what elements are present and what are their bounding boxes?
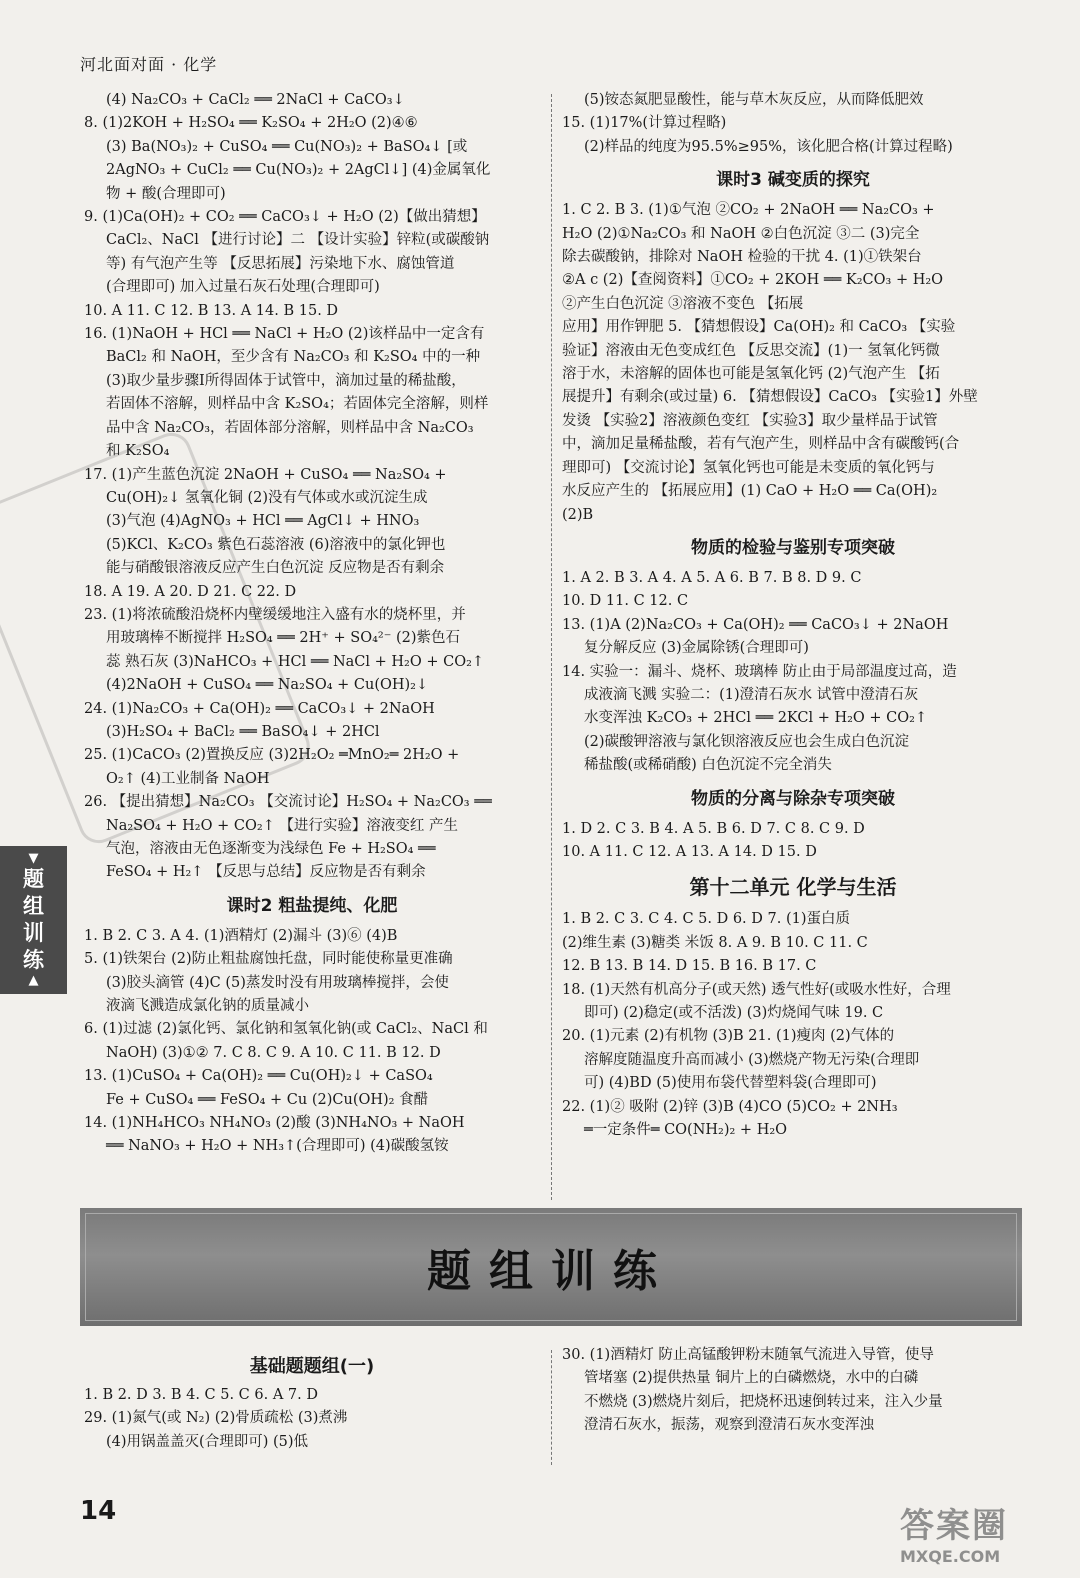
answer-line: (2)B: [562, 506, 594, 523]
answer-line: 10. D 11. C 12. C: [562, 593, 689, 610]
answer-line: (2)碳酸钾溶液与氯化钡溶液反应也会生成白色沉淀: [584, 733, 910, 750]
answer-line: 能与硝酸银溶液反应产生白色沉淀 反应物是否有剩余: [106, 560, 445, 577]
answer-line: 理即可) 【交流讨论】氢氧化钙也可能是未变质的氧化钙与: [562, 459, 935, 476]
answer-line: 17. (1)产生蓝色沉淀 2NaOH + CuSO₄ ══ Na₂SO₄ +: [84, 466, 447, 483]
bottom-left-column: [84, 1350, 540, 1454]
answer-line: 溶解度随温度升高而减小 (3)燃烧产物无污染(合理即: [584, 1051, 920, 1068]
answer-line: FeSO₄ + H₂↑ 【反思与总结】反应物是否有剩余: [106, 864, 426, 881]
side-tab: [0, 846, 67, 994]
triangle-up-icon: ▲: [28, 973, 39, 988]
watermark: [900, 1498, 1070, 1570]
answer-line: ②产生白色沉淀 ③溶液不变色 【拓展: [562, 295, 804, 312]
answer-line: 6. (1)过滤 (2)氯化钙、氯化钠和氢氧化钠(或 CaCl₂、NaCl 和: [84, 1021, 488, 1038]
answer-line: 13. (1)A (2)Na₂CO₃ + Ca(OH)₂ ══ CaCO₃↓ + 2NaOH: [562, 616, 949, 633]
answer-line: (3)H₂SO₄ + BaCl₂ ══ BaSO₄↓ + 2HCl: [106, 723, 380, 740]
answer-line: 澄清石灰水，振荡，观察到澄清石灰水变浑浊: [584, 1417, 874, 1434]
answer-line: (4)用锅盖盖灭(合理即可) (5)低: [106, 1433, 309, 1450]
answer-line: 可) (4)BD (5)使用布袋代替塑料袋(合理即可): [584, 1075, 877, 1092]
bottom-left-answers: [84, 1384, 540, 1454]
answer-line: 稀盐酸(或稀硝酸) 白色沉淀不完全消失: [584, 757, 832, 774]
answer-line: 除去碳酸钠，排除对 NaOH 检验的干扰 4. (1)①铁架台: [562, 249, 922, 266]
answer-line: 14. 实验一：漏斗、烧杯、玻璃棒 防止由于局部温度过高，造: [562, 663, 957, 680]
answer-line: (合理即可) 加入过量石灰石处理(合理即可): [106, 279, 380, 296]
watermark-logo: 答案圈: [900, 1506, 1008, 1546]
answer-line: 18. A 19. A 20. D 21. C 22. D: [84, 583, 297, 600]
answer-line: 29. (1)氮气(或 N₂) (2)骨质疏松 (3)煮沸: [84, 1410, 348, 1427]
answer-line: ②A c (2)【查阅资料】①CO₂ + 2KOH ══ K₂CO₃ + H₂O: [562, 272, 944, 289]
answer-line: 1. B 2. C 3. A 4. (1)酒精灯 (2)漏斗 (3)⑥ (4)B: [84, 927, 398, 944]
answer-line: 10. A 11. C 12. B 13. A 14. B 15. D: [84, 302, 339, 319]
answer-line: 10. A 11. C 12. A 13. A 14. D 15. D: [562, 843, 817, 860]
answer-line: (3)胶头滴管 (4)C (5)蒸发时没有用玻璃棒搅拌，会使: [106, 974, 449, 991]
answer-line: 5. (1)铁架台 (2)防止粗盐腐蚀托盘，同时能使称量更准确: [84, 951, 453, 968]
answer-line: 不燃烧 (3)燃烧片刻后，把烧杯迅速倒转过来，注入少量: [584, 1393, 943, 1410]
answer-line: 20. (1)元素 (2)有机物 (3)B 21. (1)瘦肉 (2)气体的: [562, 1028, 895, 1045]
answer-line: 2AgNO₃ + CuCl₂ ══ Cu(NO₃)₂ + 2AgCl↓] (4)金属氧化: [106, 162, 491, 179]
right-top-answers: [562, 89, 1024, 159]
answer-line: Cu(OH)₂↓ 氢氧化铜 (2)没有气体或水或沉淀生成: [106, 489, 428, 506]
page-header: 河北面对面 · 化学: [80, 55, 218, 74]
answer-line: O₂↑ (4)工业制备 NaOH: [106, 770, 270, 787]
answer-line: Fe + CuSO₄ ══ FeSO₄ + Cu (2)Cu(OH)₂ 食醋: [106, 1091, 429, 1108]
answer-line: 26. 【提出猜想】Na₂CO₃ 【交流讨论】H₂SO₄ + Na₂CO₃ ══: [84, 794, 492, 811]
right-bottom-answers: [562, 908, 1024, 1142]
left-column: [84, 89, 540, 1159]
answer-line: 14. (1)NH₄HCO₃ NH₄NO₃ (2)酸 (3)NH₄NO₃ + NaOH: [84, 1115, 465, 1132]
section-title-basic-group: 基础题题组(一): [249, 1356, 375, 1377]
answer-line: 18. (1)天然有机高分子(或天然) 透气性好(或吸水性好，合理: [562, 981, 951, 998]
answer-line: 管堵塞 (2)提供热量 铜片上的白磷燃烧，水中的白磷: [584, 1370, 919, 1387]
bottom-right-answers: [562, 1344, 1024, 1438]
right-mid3-answers: [562, 818, 1024, 865]
answer-line: 和 K₂SO₄: [106, 443, 170, 460]
answer-line: 验证】溶液由无色变成红色 【反思交流】(1)一 氢氧化钙微: [562, 342, 940, 359]
answer-line: (3)取少量步骤Ⅰ所得固体于试管中，滴加过量的稀盐酸，: [106, 372, 466, 389]
answer-line: (4) Na₂CO₃ + CaCl₂ ══ 2NaCl + CaCO₃↓: [106, 92, 405, 108]
answer-line: 22. (1)② 吸附 (2)锌 (3)B (4)CO (5)CO₂ + 2NH₃: [562, 1098, 898, 1115]
column-divider: [551, 94, 552, 1200]
section-title-separation: 物质的分离与除杂专项突破: [691, 788, 895, 809]
answer-line: BaCl₂ 和 NaOH，至少含有 Na₂CO₃ 和 K₂SO₄ 中的一种: [106, 349, 481, 366]
section-banner: [80, 1208, 1022, 1326]
answer-line: 中，滴加足量稀盐酸，若有气泡产生，则样品中含有碳酸钙(合: [562, 436, 960, 453]
answer-line: 蕊 熟石灰 (3)NaHCO₃ + HCl ══ NaCl + H₂O + CO₂↑: [106, 653, 485, 670]
answer-line: 应用】用作钾肥 5. 【猜想假设】Ca(OH)₂ 和 CaCO₃ 【实验: [562, 319, 956, 336]
answer-line: 9. (1)Ca(OH)₂ + CO₂ ══ CaCO₃↓ + H₂O (2)【做出猜想】: [84, 209, 486, 226]
section-title-lesson3: 课时3 碱变质的探究: [716, 170, 870, 191]
banner-inner: [85, 1213, 1017, 1321]
answer-line: 液滴飞溅造成氯化钠的质量减小: [106, 998, 309, 1015]
right-mid-answers: [562, 199, 1024, 527]
answer-line: 用玻璃棒不断搅拌 H₂SO₄ ══ 2H⁺ + SO₄²⁻ (2)紫色石: [106, 630, 461, 647]
answer-line: 成液滴飞溅 实验二：(1)澄清石灰水 试管中澄清石灰: [584, 686, 919, 703]
triangle-down-icon: ▼: [28, 851, 39, 866]
answer-line: 1. B 2. D 3. B 4. C 5. C 6. A 7. D: [84, 1387, 318, 1403]
bottom-right-column: [562, 1344, 1024, 1438]
left-top-answers: [84, 89, 540, 885]
side-tab-char: 练: [23, 948, 44, 972]
answer-line: 若固体不溶解，则样品中含 K₂SO₄；若固体完全溶解，则样: [106, 396, 489, 413]
answer-line: 30. (1)酒精灯 防止高锰酸钾粉末随氧气流进入导管，使导: [562, 1347, 934, 1363]
answer-line: 13. (1)CuSO₄ + Ca(OH)₂ ══ Cu(OH)₂↓ + CaSO₄: [84, 1068, 433, 1085]
side-tab-char: 题: [23, 867, 44, 891]
answer-line: (2)维生素 (3)糖类 米饭 8. A 9. B 10. C 11. C: [562, 934, 868, 951]
section-title-unit12: 第十二单元 化学与生活: [689, 875, 897, 900]
answer-line: (5)铵态氮肥显酸性，能与草木灰反应，从而降低肥效: [584, 92, 924, 108]
answer-line: ══ NaNO₃ + H₂O + NH₃↑(合理即可) (4)碳酸氢铵: [106, 1138, 449, 1155]
answer-line: 复分解反应 (3)金属除锈(合理即可): [584, 640, 809, 657]
section-title-lesson2: 课时2 粗盐提纯、化肥: [226, 895, 398, 916]
answer-line: 气泡，溶液由无色逐渐变为浅绿色 Fe + H₂SO₄ ══: [106, 841, 436, 857]
answer-line: (3) Ba(NO₃)₂ + CuSO₄ ══ Cu(NO₃)₂ + BaSO₄↓ [或: [106, 138, 468, 155]
answer-line: CaCl₂、NaCl 【进行讨论】二 【设计实验】锌粒(或碳酸钠: [106, 232, 490, 249]
answer-line: 等) 有气泡产生等 【反思拓展】污染地下水、腐蚀管道: [106, 255, 455, 272]
column-divider-bottom: [551, 1350, 552, 1465]
answer-line: 品中含 Na₂CO₃，若固体部分溶解，则样品中含 Na₂CO₃: [106, 419, 474, 436]
answer-line: ═一定条件═ CO(NH₂)₂ + H₂O: [584, 1122, 788, 1139]
answer-line: NaOH) (3)①② 7. C 8. C 9. A 10. C 11. B 12. D: [106, 1044, 441, 1061]
answer-line: 23. (1)将浓硫酸沿烧杯内壁缓缓地注入盛有水的烧杯里，并: [84, 606, 466, 623]
answer-line: 24. (1)Na₂CO₃ + Ca(OH)₂ ══ CaCO₃↓ + 2NaOH: [84, 700, 435, 717]
answer-line: (2)样品的纯度为95.5%≥95%，该化肥合格(计算过程略): [584, 138, 953, 155]
right-mid2-answers: [562, 567, 1024, 778]
right-column: [562, 89, 1024, 1142]
side-tab-char: 训: [23, 921, 44, 945]
answer-line: 16. (1)NaOH + HCl ══ NaCl + H₂O (2)该样品中一定含有: [84, 326, 485, 343]
answer-line: 1. B 2. C 3. C 4. C 5. D 6. D 7. (1)蛋白质: [562, 911, 850, 928]
answer-line: 即可) (2)稳定(或不活泼) (3)灼烧闻气味 19. C: [584, 1005, 884, 1021]
page-number: 14: [80, 1496, 117, 1526]
answer-line: 1. D 2. C 3. B 4. A 5. B 6. D 7. C 8. C 9. D: [562, 820, 865, 837]
side-tab-char: 组: [23, 894, 44, 918]
answer-line: 1. A 2. B 3. A 4. A 5. A 6. B 7. B 8. D 9. C: [562, 569, 862, 586]
answer-line: 展提升】有剩余(或过量) 6. 【猜想假设】CaCO₃ 【实验1】外壁: [562, 389, 978, 406]
answer-line: 发烫 【实验2】溶液颜色变红 【实验3】取少量样品于试管: [562, 412, 938, 429]
answer-line: 水变浑浊 K₂CO₃ + 2HCl ══ 2KCl + H₂O + CO₂↑: [584, 710, 928, 727]
answer-line: H₂O (2)①Na₂CO₃ 和 NaOH ②白色沉淀 ③二 (3)完全: [562, 225, 920, 242]
banner-title: 题组训练: [427, 1246, 675, 1297]
answer-line: (4)2NaOH + CuSO₄ ══ Na₂SO₄ + Cu(OH)₂↓: [106, 677, 429, 694]
answer-line: 水反应产生的 【拓展应用】(1) CaO + H₂O ══ Ca(OH)₂: [562, 483, 938, 500]
watermark-url: MXQE.COM: [900, 1547, 1001, 1566]
answer-line: 1. C 2. B 3. (1)①气泡 ②CO₂ + 2NaOH ══ Na₂CO₃ +: [562, 202, 935, 219]
answer-line: 物 + 酸(合理即可): [106, 185, 226, 202]
left-bottom-answers: [84, 925, 540, 1159]
section-title-identification: 物质的检验与鉴别专项突破: [691, 537, 895, 558]
answer-line: 8. (1)2KOH + H₂SO₄ ══ K₂SO₄ + 2H₂O (2)④⑥: [84, 115, 418, 132]
answer-line: (5)KCl、K₂CO₃ 紫色石蕊溶液 (6)溶液中的氯化钾也: [106, 536, 446, 553]
answer-line: (3)气泡 (4)AgNO₃ + HCl ══ AgCl↓ + HNO₃: [106, 513, 420, 530]
answer-line: 溶于水，未溶解的固体也可能是氢氧化钙 (2)气泡产生 【拓: [562, 366, 940, 383]
answer-line: 12. B 13. B 14. D 15. B 16. B 17. C: [562, 958, 817, 975]
answer-line: Na₂SO₄ + H₂O + CO₂↑ 【进行实验】溶液变红 产生: [106, 817, 459, 834]
answer-line: 15. (1)17%(计算过程略): [562, 115, 727, 132]
answer-line: 25. (1)CaCO₃ (2)置换反应 (3)2H₂O₂ ═MnO₂═ 2H₂O +: [84, 747, 460, 764]
